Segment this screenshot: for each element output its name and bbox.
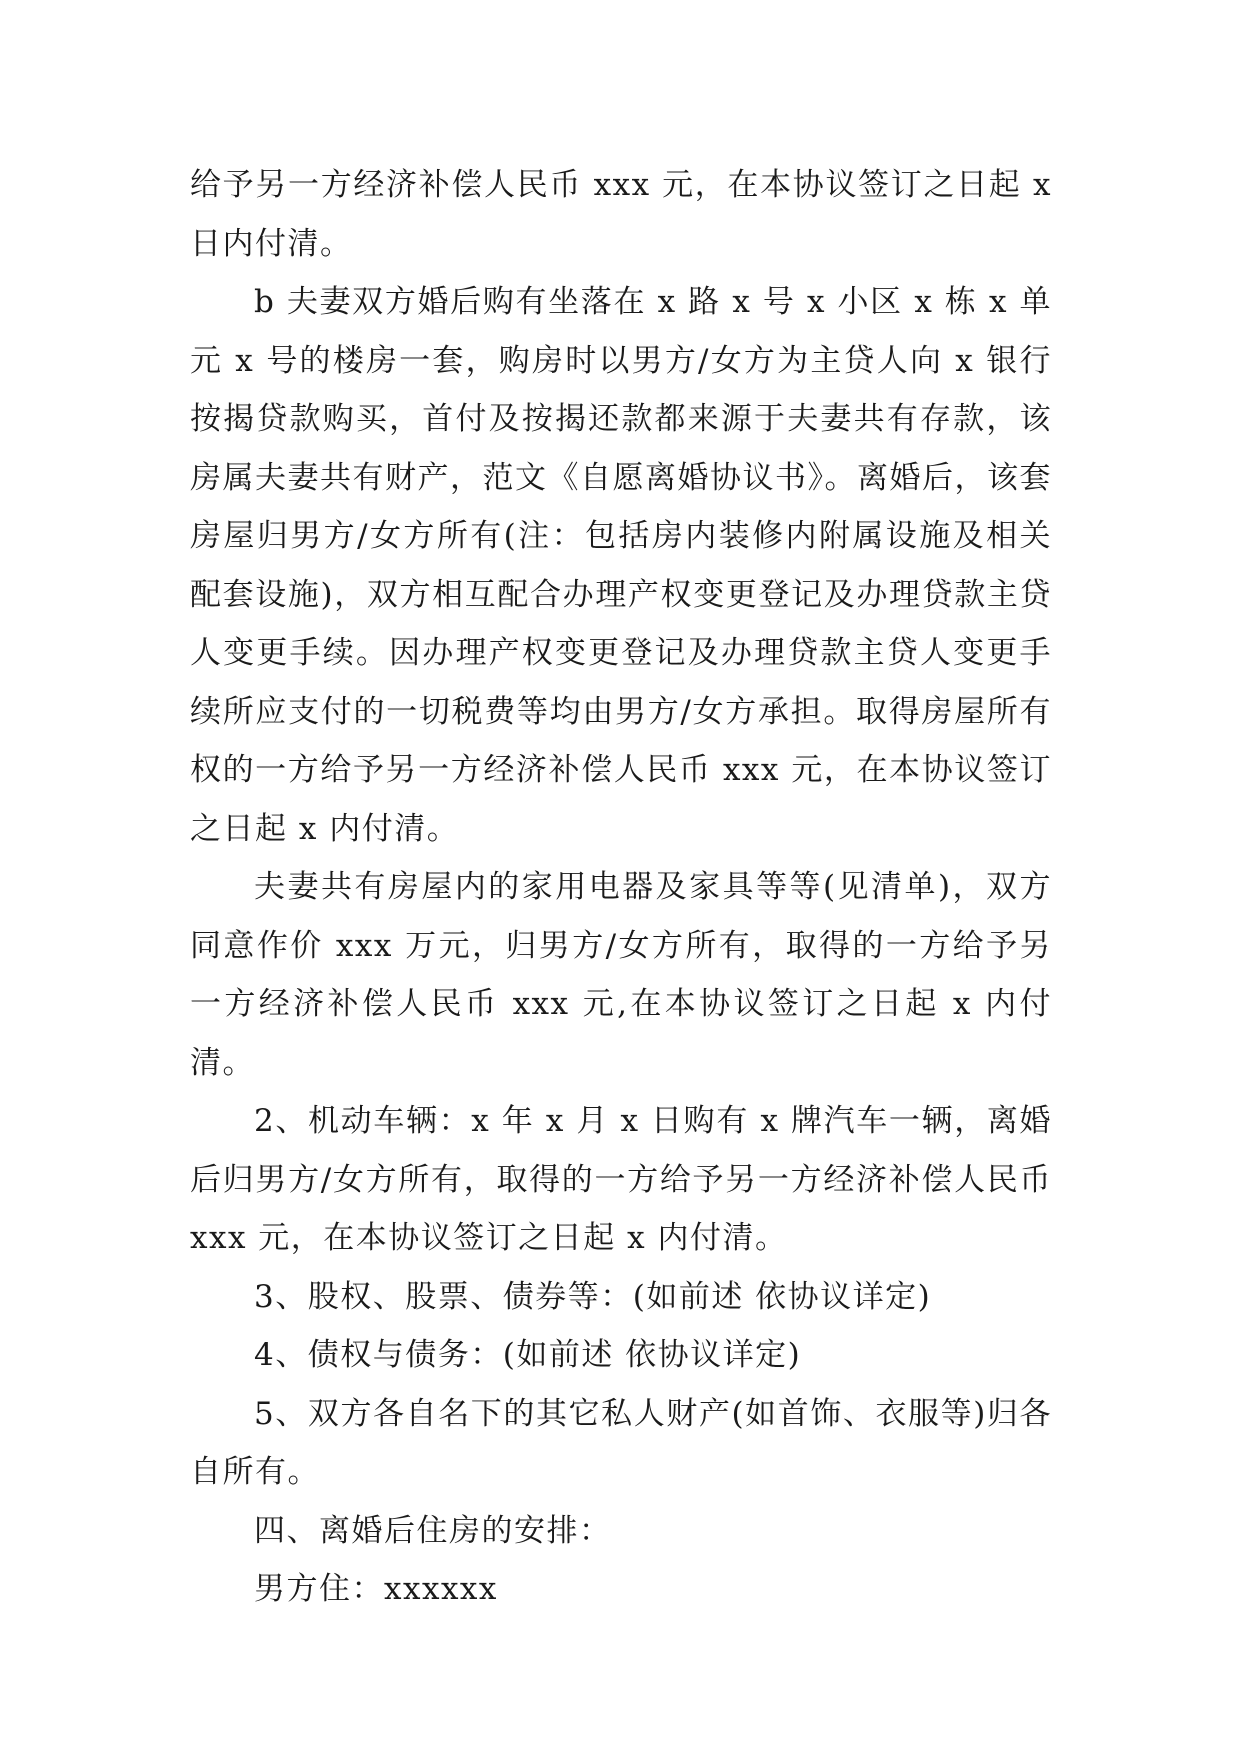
paragraph-stocks: 3、股权、股票、债券等：(如前述 依协议详定) xyxy=(254,1278,932,1315)
paragraph-private-property: 5、双方各自名下的其它私人财产(如首饰、衣服等)归各自所有。 xyxy=(190,1395,1052,1490)
paragraph-male-residence: 男方住：xxxxxx xyxy=(254,1571,498,1607)
paragraph-house-b: b 夫妻双方婚后购有坐落在 x 路 x 号 x 小区 x 栋 x 单元 x 号的楼房一套，购房时以男方/女方为主贷人向 x 银行按揭贷款购买，首付及按揭还款都来源于夫妻共有存款，该房属夫妻共有财产，范文《自愿离婚协议书》。离婚后，该套房屋归男方/女方所有(注：包括房内装修内附属设施及相关配套设施)，双方相互配合办理产权变更登记及办理贷款主贷人变更手续。因办理产权变更登记及办理贷款主贷人变更手续所应支付的一切税费等均由男方/女方承担。取得房屋所有权的一方给予另一方经济补偿人民币 xxx 元，在本协议签订之日起 x 内付清。 xyxy=(190,284,1052,847)
document-body xyxy=(190,156,1052,1619)
paragraph-appliances: 夫妻共有房屋内的家用电器及家具等等(见清单)，双方同意作价 xxx 万元，归男方/女方所有，取得的一方给予另一方经济补偿人民币 xxx 元,在本协议签订之日起 x 内付清。 xyxy=(190,869,1052,1081)
section-heading-housing: 四、离婚后住房的安排： xyxy=(254,1512,612,1549)
paragraph-debts: 4、债权与债务：(如前述 依协议详定) xyxy=(254,1337,802,1373)
paragraph-compensation-continued: 给予另一方经济补偿人民币 xxx 元，在本协议签订之日起 x 日内付清。 xyxy=(190,167,1052,262)
paragraph-vehicle: 2、机动车辆：x 年 x 月 x 日购有 x 牌汽车一辆，离婚后归男方/女方所有，取得的一方给予另一方经济补偿人民币 xxx 元，在本协议签订之日起 x 内付清。 xyxy=(190,1103,1052,1256)
